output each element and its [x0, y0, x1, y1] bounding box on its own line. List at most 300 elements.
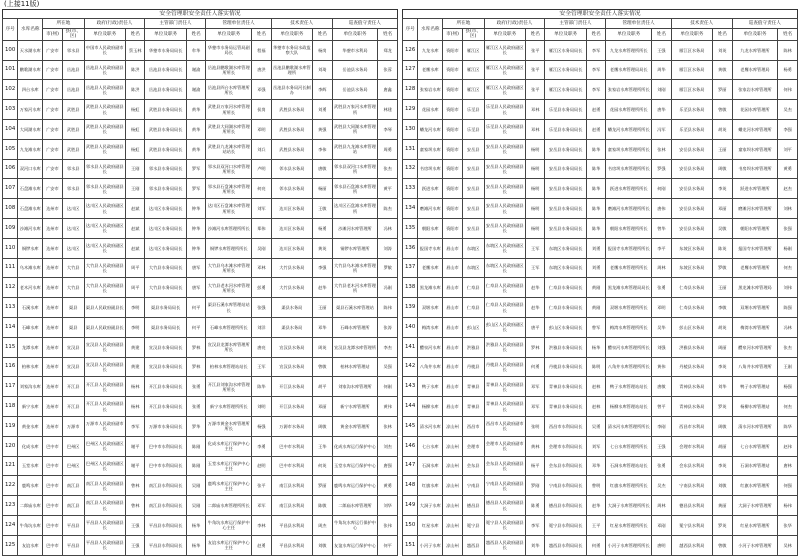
row-number: 121 [3, 456, 18, 476]
reservoir-name: 石盘滩水库 [18, 199, 43, 219]
reservoir-name: 乌木滩水库 [18, 258, 43, 278]
patrol-name-cell: 杨刚 [778, 238, 798, 258]
gov-unit-cell: 丹棱县人民政府副县长 [484, 357, 525, 377]
left-responsibility-table-panel [2, 9, 398, 556]
dept-unit-cell: 武胜县水务局局长 [145, 100, 186, 120]
mgmt-unit-cell: 玉堂水库运行保护中心主任 [206, 456, 252, 476]
mgmt-unit-cell: 七台水库管理所所长 [606, 436, 652, 456]
row-number: 148 [403, 476, 418, 496]
gov-name-cell: 王刚 [125, 179, 145, 199]
mgmt-unit-cell: 老鹰水库管理局局长 [606, 60, 652, 80]
patrol-unit-cell: 柏林水库管理站 [332, 357, 378, 377]
mgmt-name-cell: 曾华 [652, 218, 672, 238]
gov-name-cell: 唐平 [525, 317, 545, 337]
tech-name-cell: 邓丽 [313, 397, 333, 417]
dept-name-cell: 刘勇 [586, 238, 606, 258]
mgmt-unit-cell: 磨滩河水库管理所所长 [606, 199, 652, 219]
dept-unit-cell: 大竹县水务局局长 [145, 258, 186, 278]
tech-name-cell: 周丽 [713, 337, 733, 357]
mgmt-name-cell: 吴刚 [252, 238, 272, 258]
patrol-unit-cell: 刘家沟水库管理所 [332, 377, 378, 397]
county-cell: 东坡区 [462, 258, 484, 278]
city-cell: 眉山市 [443, 357, 463, 377]
county-cell: 安岳县 [462, 159, 484, 179]
city-cell: 凉山州 [443, 515, 463, 535]
patrol-unit-cell: 老鹰水库管理局 [732, 60, 778, 80]
patrol-name-cell: 赵伟 [778, 436, 798, 456]
column-group-header: 水库名称 [418, 19, 443, 41]
patrol-unit-cell: 渠县石溪水库管理站 [332, 298, 378, 318]
dept-name-cell: 牟华 [186, 40, 206, 60]
gov-unit-cell: 渠县人民政府副县长 [84, 298, 125, 318]
gov-unit-cell: 中国市人民政府副市长 [84, 40, 125, 60]
patrol-unit-cell: 小河子水库管理所 [732, 535, 778, 555]
city-cell: 资阳市 [443, 60, 463, 80]
patrol-name-cell: 陈华 [778, 416, 798, 436]
table-row [3, 218, 398, 238]
table-row [3, 397, 398, 417]
patrol-unit-cell: 九龙水库管理所 [732, 40, 778, 60]
tech-unit-cell: 越西县水利局 [671, 535, 712, 555]
reservoir-name: 玉堂水库 [18, 456, 43, 476]
reservoir-name: 天水湖水库 [18, 40, 43, 60]
patrol-name-cell: 何伟 [778, 80, 798, 100]
column-subheader: 姓名 [313, 29, 333, 41]
dept-name-cell: 刘军 [586, 436, 606, 456]
mgmt-unit-cell: 友谊水库运行保护中心主任 [206, 535, 252, 555]
gov-unit-cell: 宁南县人民政府副县长 [484, 476, 525, 496]
county-cell: 东坡区 [462, 238, 484, 258]
table-row [403, 298, 798, 318]
dept-name-cell: 黄刚 [586, 278, 606, 298]
mgmt-unit-cell: 跃进水库管理所所长 [606, 179, 652, 199]
gov-name-cell: 杨明 [525, 199, 545, 219]
mgmt-name-cell: 邓明 [252, 120, 272, 140]
city-cell: 达州市 [43, 317, 63, 337]
reservoir-name: 九龙滩水库 [18, 139, 43, 159]
gov-unit-cell: 平昌县人民政府副县长 [84, 515, 125, 535]
gov-unit-cell: 武胜县人民政府副县长 [84, 100, 125, 120]
dept-unit-cell: 青神县水务局局长 [545, 397, 586, 417]
tech-unit-cell: 仁寿县水务局 [671, 298, 712, 318]
page-continuation-note: (上接11版) [4, 0, 40, 8]
mgmt-unit-cell: 花园水库管理所所长 [606, 100, 652, 120]
tech-name-cell: 胡英 [713, 120, 733, 140]
tech-name-cell: 周杰 [313, 515, 333, 535]
patrol-unit-cell: 邻水县石盘滩水库管理所 [332, 179, 378, 199]
row-number: 118 [3, 397, 18, 417]
dept-name-cell: 赵林 [586, 377, 606, 397]
dept-unit-cell: 雁江区水务局局长 [545, 60, 586, 80]
gov-name-cell: 黄建 [125, 337, 145, 357]
dept-name-cell: 李军 [586, 40, 606, 60]
patrol-name-cell: 王刚 [778, 357, 798, 377]
dept-unit-cell: 会理市水利局局长 [545, 436, 586, 456]
mgmt-unit-cell: 武胜县九龙滩水库管理站站长 [206, 139, 252, 159]
city-cell: 资阳市 [443, 179, 463, 199]
tech-unit-cell: 青神县水务局 [671, 397, 712, 417]
patrol-unit-cell: 黄金水库管理所 [332, 416, 378, 436]
gov-name-cell: 邓军 [525, 377, 545, 397]
column-subheader: 单位及职务 [332, 29, 378, 41]
gov-unit-cell: 仁寿县人民政府副县长 [484, 278, 525, 298]
gov-name-cell: 蔡玉林 [125, 40, 145, 60]
county-cell: 青神县 [462, 397, 484, 417]
gov-unit-cell: 仁寿县人民政府副县长 [484, 298, 525, 318]
tech-unit-cell: 达川区水务局 [271, 218, 312, 238]
tech-name-cell: 杨勇 [313, 218, 333, 238]
tech-name-cell: 王丽 [713, 278, 733, 298]
county-cell: 西昌市 [462, 416, 484, 436]
gov-unit-cell: 冕宁县人民政府副县长 [484, 515, 525, 535]
row-number: 129 [403, 100, 418, 120]
mgmt-unit-cell: 梅湾水库管理所所长 [606, 317, 652, 337]
row-number: 122 [3, 476, 18, 496]
column-subheader: 单位及职务 [206, 29, 252, 41]
mgmt-name-cell: 侯岗 [252, 100, 272, 120]
city-cell: 达州市 [43, 377, 63, 397]
mgmt-unit-cell: 张家岩水库管理所所长 [606, 80, 652, 100]
county-cell: 仁寿县 [462, 278, 484, 298]
gov-unit-cell: 乐至县人民政府副县长 [484, 100, 525, 120]
dept-name-cell: 杨华 [186, 515, 206, 535]
tech-unit-cell: 开江县水务局 [271, 397, 312, 417]
reservoir-name: 大洞子水库 [418, 496, 443, 516]
dept-name-cell: 李军 [586, 80, 606, 100]
city-cell: 资阳市 [443, 159, 463, 179]
reservoir-name: 杨柳水库 [418, 397, 443, 417]
dept-name-cell: 刘勇 [586, 258, 606, 278]
mgmt-name-cell: 何亮 [252, 179, 272, 199]
column-subheader: 市(州) [43, 29, 63, 41]
patrol-unit-cell: 宣汉县龙潭水库管理所 [332, 337, 378, 357]
table-row [403, 120, 798, 140]
header-row-subcolumns [3, 29, 398, 41]
gov-unit-cell: 巴州区人民政府副区长 [84, 456, 125, 476]
tech-unit-cell: 彭山区水务局 [671, 317, 712, 337]
mgmt-name-cell: 赵明 [252, 456, 272, 476]
county-cell: 青神县 [462, 377, 484, 397]
dept-name-cell: 何平 [186, 298, 206, 318]
dept-name-cell: 唐军 [186, 278, 206, 298]
patrol-name-cell: 杨强 [778, 377, 798, 397]
dept-name-cell: 吴刚 [186, 496, 206, 516]
mgmt-name-cell: 周林 [652, 258, 672, 278]
mgmt-name-cell: 唐敏 [652, 377, 672, 397]
mgmt-unit-cell: 沙滩河水库管理所所长 [206, 218, 252, 238]
patrol-name-cell: 杨伟 [778, 496, 798, 516]
dept-name-cell: 罗军 [186, 179, 206, 199]
mgmt-name-cell: 刘强 [652, 337, 672, 357]
reservoir-name: 七台水库 [418, 436, 443, 456]
column-subheader: 单位及职务 [84, 29, 125, 41]
city-cell: 达州市 [43, 258, 63, 278]
table-row [403, 357, 798, 377]
mgmt-name-cell: 王强 [652, 40, 672, 60]
gov-unit-cell: 渠县人民政府副县长 [84, 317, 125, 337]
gov-name-cell: 杨虹 [125, 139, 145, 159]
tech-name-cell: 杨丽 [313, 179, 333, 199]
patrol-unit-cell: 红旗水库管理所 [732, 476, 778, 496]
county-cell: 雁江区 [462, 40, 484, 60]
reservoir-name: 朝阳水库 [418, 218, 443, 238]
gov-name-cell: 王强 [125, 515, 145, 535]
patrol-name-cell: 张华 [778, 515, 798, 535]
mgmt-name-cell: 李平 [652, 238, 672, 258]
gov-name-cell: 王强 [125, 535, 145, 555]
gov-unit-cell: 彭山区人民政府副区长 [484, 317, 525, 337]
city-cell: 凉山州 [443, 456, 463, 476]
header-row-groups [3, 19, 398, 29]
county-cell: 渠县 [62, 317, 84, 337]
row-number: 150 [403, 515, 418, 535]
dept-unit-cell: 会东县水利局局长 [545, 456, 586, 476]
reservoir-name: 红旗水库 [418, 476, 443, 496]
patrol-unit-cell: 鹿鸣水库运行保护中心 [332, 476, 378, 496]
mgmt-unit-cell: 红星水库管理所所长 [606, 515, 652, 535]
table-row [403, 496, 798, 516]
county-cell: 武胜县 [62, 120, 84, 140]
row-number: 111 [3, 258, 18, 278]
gov-name-cell: 张明 [525, 416, 545, 436]
city-cell: 资阳市 [443, 139, 463, 159]
patrol-name-cell: 吴强 [378, 357, 398, 377]
dept-unit-cell: 达川区水务局局长 [145, 238, 186, 258]
gov-name-cell: 杨虹 [125, 120, 145, 140]
mgmt-unit-cell: 邻水县石盘滩水库管理所所长 [206, 179, 252, 199]
patrol-unit-cell: 清水河水库管理所 [732, 416, 778, 436]
tech-unit-cell: 乐至县水务局 [671, 100, 712, 120]
dept-unit-cell: 青神县水务局局长 [545, 377, 586, 397]
table-row [3, 515, 398, 535]
tech-name-cell: 罗丽 [313, 476, 333, 496]
mgmt-name-cell: 唐伟 [652, 199, 672, 219]
tech-unit-cell: 冕宁县水利局 [671, 515, 712, 535]
dept-name-cell: 陈刚 [186, 436, 206, 456]
tech-unit-cell: 达川区水务局 [271, 199, 312, 219]
city-cell: 达州市 [43, 298, 63, 318]
dept-name-cell: 谢渝 [186, 60, 206, 80]
county-cell: 大竹县 [62, 278, 84, 298]
dept-name-cell: 曾明 [586, 476, 606, 496]
tech-unit-cell: 德昌县水利局 [671, 496, 712, 516]
patrol-unit-cell: 蟠龙河水库管理所 [732, 120, 778, 140]
dept-unit-cell: 冕宁县水利局局长 [545, 515, 586, 535]
dept-name-cell: 李军 [586, 60, 606, 80]
patrol-unit-cell: 老鹰水库管理所 [732, 258, 778, 278]
gov-name-cell: 陈洪 [125, 80, 145, 100]
tech-unit-cell: 西昌市水利局 [671, 416, 712, 436]
gov-name-cell: 杨虹 [125, 100, 145, 120]
county-cell: 仁寿县 [462, 298, 484, 318]
tech-unit-cell: 达川区水务局 [271, 238, 312, 258]
tech-name-cell: 李英 [713, 179, 733, 199]
mgmt-name-cell: 吴杰 [652, 476, 672, 496]
gov-name-cell: 曾林 [125, 476, 145, 496]
patrol-name-cell: 张杰 [778, 337, 798, 357]
patrol-name-cell: 张强 [778, 218, 798, 238]
county-cell: 大竹县 [62, 258, 84, 278]
county-cell: 武胜县 [62, 139, 84, 159]
dept-name-cell: 赵勇 [586, 120, 606, 140]
tech-name-cell: 陈英 [713, 238, 733, 258]
column-group-header: 序号 [403, 19, 418, 41]
mgmt-name-cell: 张林 [652, 139, 672, 159]
patrol-name-cell: 陈林 [778, 40, 798, 60]
city-cell: 眉山市 [443, 397, 463, 417]
row-number: 141 [403, 337, 418, 357]
county-cell: 乐至县 [462, 100, 484, 120]
row-number: 100 [3, 40, 18, 60]
gov-unit-cell: 南江县人民政府副县长 [84, 476, 125, 496]
city-cell: 资阳市 [443, 199, 463, 219]
tech-unit-cell: 仁寿县水务局 [671, 278, 712, 298]
gov-unit-cell: 安岳县人民政府副县长 [484, 199, 525, 219]
gov-unit-cell: 大竹县人民政府副县长 [84, 278, 125, 298]
mgmt-name-cell: 冯军 [652, 120, 672, 140]
patrol-name-cell: 刘平 [778, 139, 798, 159]
gov-unit-cell: 宣汉县人民政府副县长 [84, 337, 125, 357]
patrol-unit-cell: 大竹县乌木滩水库管理所 [332, 258, 378, 278]
county-cell: 安岳县 [462, 179, 484, 199]
gov-unit-cell: 安岳县人民政府副县长 [484, 218, 525, 238]
reservoir-name: 黄金水库 [18, 416, 43, 436]
dept-name-cell: 陈华 [586, 218, 606, 238]
gov-name-cell: 杨平 [525, 456, 545, 476]
patrol-name-cell: 李杰 [378, 337, 398, 357]
patrol-name-cell: 刘杰 [378, 436, 398, 456]
column-group-header: 序号 [3, 19, 18, 41]
tech-unit-cell: 乐至县水务局 [671, 120, 712, 140]
column-group-header: 水库名称 [18, 19, 43, 41]
table-row [3, 357, 398, 377]
dept-unit-cell: 宁南县水利局局长 [545, 476, 586, 496]
table-row [3, 159, 398, 179]
patrol-name-cell: 赵杰 [778, 179, 798, 199]
table-row [403, 60, 798, 80]
mgmt-unit-cell: 鹿鸣水库运行保护中心主任 [206, 476, 252, 496]
gov-unit-cell: 达川区人民政府副区长 [84, 238, 125, 258]
gov-unit-cell: 东坡区人民政府副区长 [484, 258, 525, 278]
table-row [3, 60, 398, 80]
county-cell: 平昌县 [62, 535, 84, 555]
right-table-title: 安全管理职安全责任人落实情况 [402, 9, 798, 18]
row-number: 130 [403, 120, 418, 140]
column-group-header: 所在地 [443, 19, 484, 29]
reservoir-name: 大同湖水库 [18, 120, 43, 140]
dept-name-cell: 张勇 [186, 377, 206, 397]
city-cell: 眉山市 [443, 317, 463, 337]
dept-unit-cell: 大竹县水务局局长 [145, 278, 186, 298]
mgmt-name-cell: 王强 [652, 436, 672, 456]
column-subheader: 单位及职务 [484, 29, 525, 41]
county-cell: 渠县 [62, 298, 84, 318]
tech-unit-cell: 岳池县水务局河长制办 [271, 80, 312, 100]
row-number: 112 [3, 278, 18, 298]
dept-unit-cell: 达川区水务局局长 [145, 218, 186, 238]
mgmt-name-cell: 何刚 [652, 179, 672, 199]
mgmt-name-cell: 李刚 [652, 416, 672, 436]
patrol-unit-cell: 跃进水库管理所 [732, 179, 778, 199]
patrol-unit-cell: 童家坝水库管理所 [732, 139, 778, 159]
tech-unit-cell: 丹棱县水务局 [671, 357, 712, 377]
tech-unit-cell: 开江县水务局 [271, 377, 312, 397]
county-cell: 岳池县 [62, 80, 84, 100]
tech-unit-cell: 安岳县水务局 [671, 218, 712, 238]
row-number: 105 [3, 139, 18, 159]
tech-unit-cell: 渠县水务局 [271, 298, 312, 318]
tech-name-cell: 黄强 [313, 120, 333, 140]
county-cell: 彭山区 [462, 317, 484, 337]
tech-name-cell: 李敏 [713, 298, 733, 318]
tech-name-cell: 曾敏 [313, 357, 333, 377]
reservoir-name: 石溪水库 [18, 298, 43, 318]
dept-name-cell: 罗华 [186, 416, 206, 436]
mgmt-unit-cell: 报国寺水库管理所所长 [606, 238, 652, 258]
mgmt-unit-cell: 黑龙滩水库管理局局长 [606, 278, 652, 298]
table-row [403, 436, 798, 456]
column-subheader: 县(市、区) [462, 29, 484, 41]
mgmt-name-cell: 周林 [652, 496, 672, 516]
reservoir-name: 童家坝水库 [418, 139, 443, 159]
gov-name-cell: 杨明 [525, 179, 545, 199]
gov-name-cell: 何勇 [525, 357, 545, 377]
column-group-header: 政府(行政)责任人 [484, 19, 545, 29]
dept-unit-cell: 东坡区水务局局长 [545, 238, 586, 258]
mgmt-name-cell: 李林 [252, 515, 272, 535]
reservoir-name: 清水河水库 [418, 416, 443, 436]
tech-name-cell: 罗敏 [713, 258, 733, 278]
gov-unit-cell: 南江县人民政府副县长 [84, 496, 125, 516]
tech-unit-cell: 宁南县水利局 [671, 476, 712, 496]
reservoir-name: 双堰水库 [418, 298, 443, 318]
mgmt-unit-cell: 朝阳水库管理所所长 [606, 218, 652, 238]
row-number: 108 [3, 199, 18, 219]
patrol-name-cell: 黄伟 [378, 397, 398, 417]
mgmt-name-cell: 黄伟 [652, 357, 672, 377]
mgmt-unit-cell: 新宁水库管理所所长 [206, 397, 252, 417]
row-number: 119 [3, 416, 18, 436]
reservoir-name: 蟠龙河水库 [418, 120, 443, 140]
reservoir-name: 友谊水库 [18, 535, 43, 555]
city-cell: 资阳市 [443, 120, 463, 140]
gov-name-cell: 邓林 [525, 120, 545, 140]
table-row [403, 179, 798, 199]
tech-unit-cell: 洪雅县水务局 [671, 337, 712, 357]
gov-unit-cell: 雁江区人民政府副区长 [484, 40, 525, 60]
mgmt-name-cell: 郑伟 [252, 218, 272, 238]
dept-name-cell: 黄刚 [586, 298, 606, 318]
column-subheader: 姓名 [525, 29, 545, 41]
city-cell: 眉山市 [443, 278, 463, 298]
mgmt-unit-cell: 大竹县老木河水库管理所所长 [206, 278, 252, 298]
mgmt-name-cell: 唐华 [652, 100, 672, 120]
patrol-unit-cell: 黑龙滩水库管理局 [732, 278, 778, 298]
reservoir-name: 四台水库 [18, 80, 43, 100]
gov-unit-cell: 越西县人民政府副县长 [484, 535, 525, 555]
mgmt-unit-cell: 书房坝水库管理所所长 [606, 159, 652, 179]
mgmt-name-cell: 邓刚 [652, 515, 672, 535]
tech-name-cell: 黄丽 [713, 496, 733, 516]
reservoir-name: 磨滩河水库 [418, 199, 443, 219]
tech-unit-cell: 平昌县水利局 [271, 535, 312, 555]
mgmt-unit-cell: 开江县刘家沟水库管理所所长 [206, 377, 252, 397]
mgmt-unit-cell: 武胜县大同湖水库管理所所长 [206, 120, 252, 140]
row-number: 116 [3, 357, 18, 377]
row-number: 140 [403, 317, 418, 337]
dept-name-cell: 杨华 [586, 337, 606, 357]
column-subheader: 姓名 [378, 29, 398, 41]
